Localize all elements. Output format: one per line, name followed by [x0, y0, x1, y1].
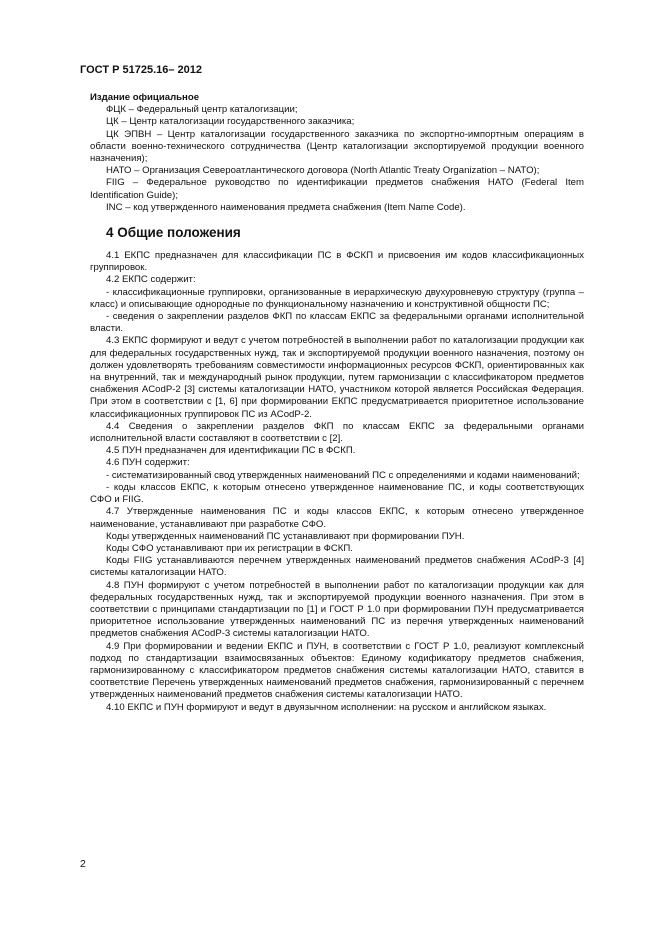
- paragraph-4-5: 4.5 ПУН предназначен для идентификации ПС в ФСКП.: [106, 445, 356, 457]
- paragraph-4-7-sfo: Коды СФО устанавливают при их регистрации в ФСКП.: [106, 542, 353, 554]
- abbreviation-fck: ФЦК – Федеральный центр каталогизации;: [106, 104, 298, 116]
- section-title: 4 Общие положения: [106, 225, 241, 241]
- official-edition-label: Издание официальное: [90, 92, 200, 103]
- paragraph-4-9: 4.9 При формировании и ведении ЕКПС и ПУН, в соответствии с ГОСТ Р 1.0, реализуют комплексный подход по стандартизации взаимосвязанных объектов: Единому кодификатору предметов снабжения, гармонизированному с классификатором предметов снабжения системы каталогизации НАТО, ставится в соответствие Перечень утвержденных наименований предметов снабжения, гармонизированный с перечнем утвержденных наименований предметов снабжения системы каталогизации НАТО.: [90, 640, 584, 701]
- abbreviation-ck-epvn: ЦК ЭПВН – Центр каталогизации государственного заказчика по экспортно-импортным операциям в области военно-технического сотрудничества (Центр каталогизации экспортируемой продукции военного назначения);: [90, 128, 584, 165]
- paragraph-4-6-item-1: - систематизированный свод утвержденных наименований ПС с определениями и кодами наименований;: [106, 469, 580, 481]
- paragraph-4-7-fiig: Коды FIIG устанавливаются перечнем утвержденных наименований предметов снабжения ACodP-3 [4] системы каталогизации НАТО.: [90, 555, 584, 579]
- paragraph-4-6: 4.6 ПУН содержит:: [106, 457, 190, 469]
- abbreviation-fiig: FIIG – Федеральное руководство по идентификации предметов снабжения НАТО (Federal Item Identification Guide);: [90, 177, 584, 201]
- document-body: [90, 92, 584, 714]
- paragraph-4-8: 4.8 ПУН формируют с учетом потребностей в выполнении работ по каталогизации продукции как для федеральных государственных нужд, так и экспортируемой продукции военного назначения. При этом в соответствии с принципами стандартизации по [1] и ГОСТ Р 1.0 при формировании ПУН предусматривается приоритетное использование утвержденных наименований ПС из перечня утвержденных наименований предметов снабжения ACodP-3 системы каталогизации НАТО.: [90, 579, 584, 640]
- paragraph-4-10: 4.10 ЕКПС и ПУН формируют и ведут в двуязычном исполнении: на русском и английском языках.: [106, 701, 547, 713]
- paragraph-4-4: 4.4 Сведения о закреплении разделов ФКП по классам ЕКПС за федеральными органами исполнительной власти составляют в соответствии с [2].: [90, 420, 584, 445]
- document-header: ГОСТ Р 51725.16– 2012: [80, 64, 203, 76]
- paragraph-4-7-names: Коды утвержденных наименований ПС устанавливают при формировании ПУН.: [106, 530, 465, 542]
- paragraph-4-2-item-1: - классификационные группировки, организованные в иерархическую двухуровневую структуру (группа – класс) и описывающие однородные по функциональному назначению и конструктивной общности ПС;: [90, 286, 584, 310]
- paragraph-4-3: 4.3 ЕКПС формируют и ведут с учетом потребностей в выполнении работ по каталогизации продукции как для федеральных государственных нужд, так и экспортируемой продукции военного назначения, поэтому он должен удовлетворять требованиям совместимости информационных ресурсов ФСКП, ориентированных как на внутренний, так и международный рынок продукции, путем гармонизации с классификатором предметов снабжения ACodP-2 [3] системы каталогизации НАТО, участником которой является Российская Федерация. При этом в соответствии с [1, 6] при формировании ЕКПС предусматривается приоритетное использование классификационных группировок ПС из ACodP-2.: [90, 335, 584, 420]
- abbreviation-inc: INC – код утвержденного наименования предмета снабжения (Item Name Code).: [106, 201, 466, 213]
- paragraph-4-2-item-2: - сведения о закреплении разделов ФКП по классам ЕКПС за федеральными органами исполнительной власти.: [90, 311, 584, 335]
- paragraph-4-1: 4.1 ЕКПС предназначен для классификации ПС в ФСКП и присвоения им кодов классификационных группировок.: [90, 250, 584, 274]
- abbreviation-nato: НАТО – Организация Североатлантического договора (North Atlantic Treaty Organization – NATO);: [106, 165, 540, 177]
- paragraph-4-7: 4.7 Утвержденные наименования ПС и коды классов ЕКПС, к которым отнесено утвержденное наименование, устанавливают при разработке СФО.: [90, 506, 584, 530]
- abbreviation-ck: ЦК – Центр каталогизации государственного заказчика;: [106, 116, 355, 128]
- page-number: 2: [80, 858, 86, 870]
- paragraph-4-2: 4.2 ЕКПС содержит:: [106, 274, 196, 286]
- paragraph-4-6-item-2: - коды классов ЕКПС, к которым отнесено утвержденное наименование ПС, и коды соответствующих СФО и FIIG.: [90, 481, 584, 506]
